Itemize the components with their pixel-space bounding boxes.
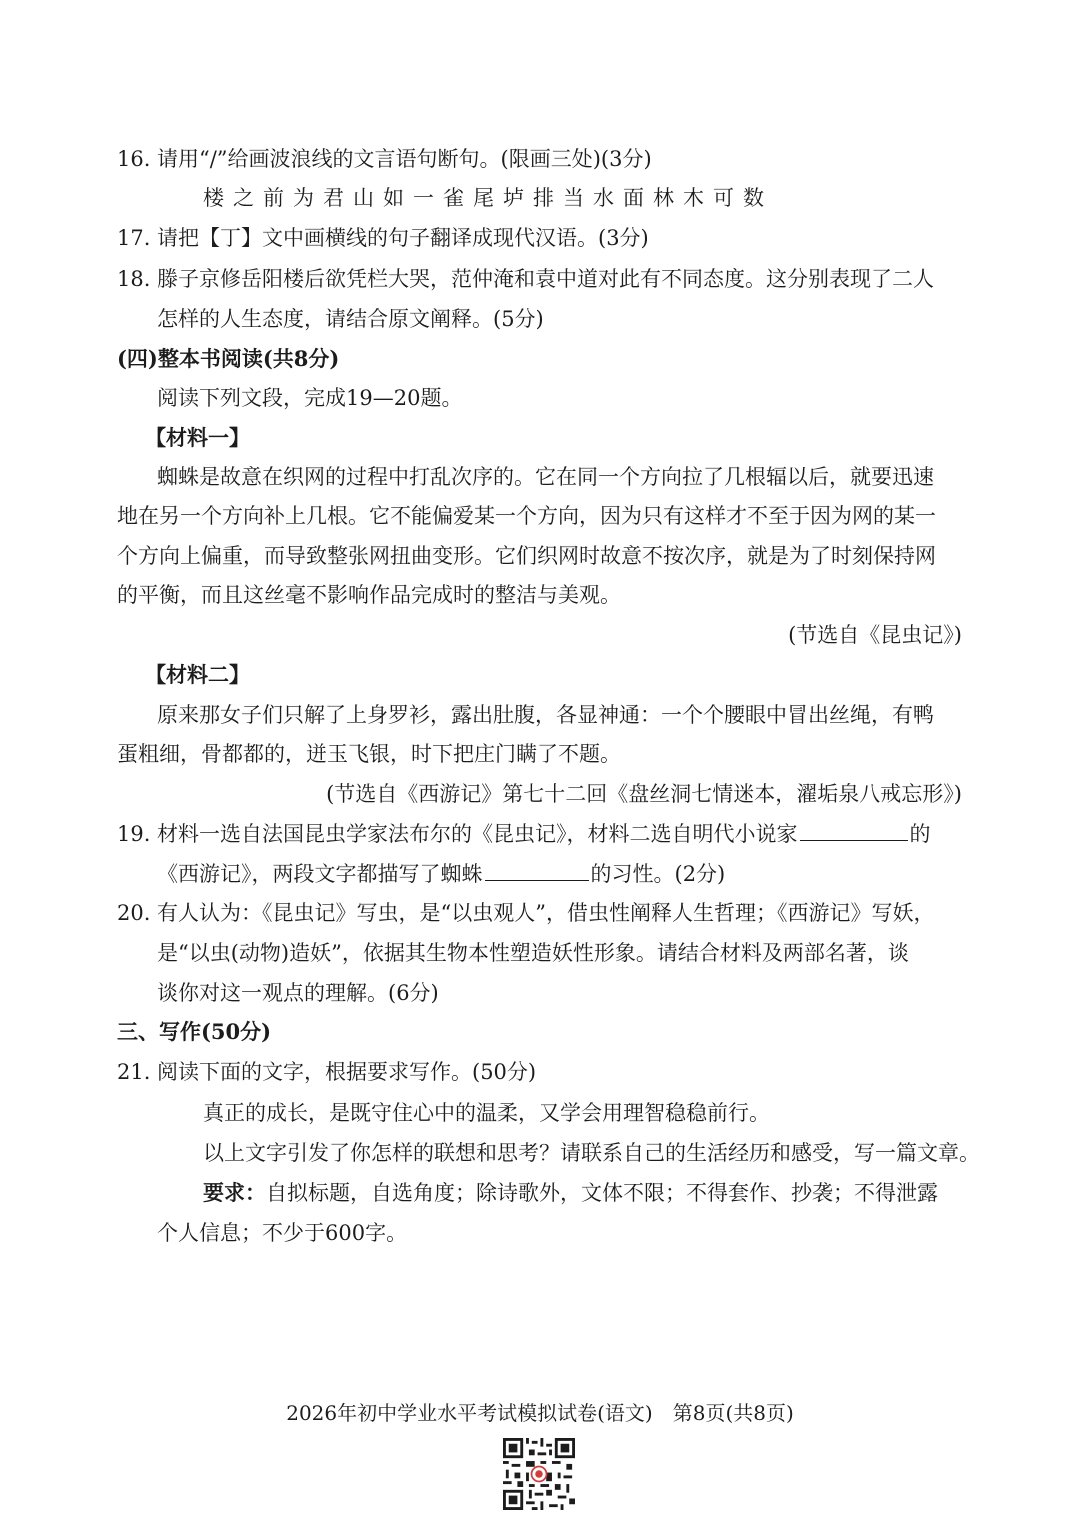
writing-requirements [203,1178,938,1208]
material-1-label: 【材料一】 [145,425,250,450]
writing-quote: 真正的成长，是既守住心中的温柔，又学会用理智稳稳前行。 [203,1101,770,1125]
page-footer: 2026年初中学业水平考试模拟试卷(语文) 第8页(共8页) [286,1401,794,1425]
question-19-line2 [157,858,725,889]
classical-sentence: 楼之前为君山如一雀尾垆排当水面林木可数 [203,186,773,210]
question-text: 有人认为：《昆虫记》写虫，是“以虫观人”，借虫性阐释人生哲理；《西游记》写妖， [157,901,935,925]
material-1-source: (节选自《昆虫记》) [788,623,962,647]
question-number: 16. [117,147,151,171]
question-number: 18. [117,267,151,291]
writing-prompt: 以上文字引发了你怎样的联想和思考？请联系自己的生活经历和感受，写一篇文章。 [203,1141,980,1165]
writing-requirements-line2: 个人信息；不少于600字。 [157,1221,408,1245]
section-4-title: (四)整本书阅读(共8分) [117,346,340,371]
question-text: 请用“/”给画波浪线的文言语句断句。(限画三处)(3分) [157,147,652,171]
material-2-line: 蛋粗细，骨都都的，迸玉飞银，时下把庄门瞒了不题。 [117,742,621,766]
answer-blank[interactable] [485,858,589,881]
requirements-text: 自拟标题，自选角度；除诗歌外，文体不限；不得套作、抄袭；不得泄露 [266,1181,938,1205]
question-16 [117,144,652,174]
material-1-line: 蜘蛛是故意在织网的过程中打乱次序的。它在同一个方向拉了几根辐以后，就要迅速 [157,465,934,489]
material-2-source: (节选自《西游记》第七十二回《盘丝洞七情迷本，濯垢泉八戒忘形》) [326,782,962,806]
answer-blank[interactable] [800,818,908,841]
question-text: 的 [909,822,931,846]
question-text: 请把【丁】文中画横线的句子翻译成现代汉语。(3分) [157,226,649,250]
question-number: 21. [117,1060,151,1084]
question-19 [117,818,931,849]
question-20-line2: 是“以虫(动物)造妖”，依据其生物本性塑造妖性形象。请结合材料及两部名著，谈 [157,941,909,965]
question-18 [117,264,934,294]
question-number: 20. [117,901,151,925]
question-20-line3: 谈你对这一观点的理解。(6分) [157,981,439,1005]
question-17 [117,223,649,253]
qr-code-icon [503,1438,575,1510]
question-text: 滕子京修岳阳楼后欲凭栏大哭，范仲淹和袁中道对此有不同态度。这分别表现了二人 [157,267,934,291]
question-20 [117,898,934,928]
question-21 [117,1057,536,1087]
question-text: 《西游记》，两段文字都描写了蜘蛛 [157,862,483,886]
section-4-intro: 阅读下列文段，完成19—20题。 [157,386,463,410]
question-text: 的习性。(2分) [590,862,726,886]
question-text: 阅读下面的文字，根据要求写作。(50分) [157,1060,537,1084]
section-3-title: 三、写作(50分) [117,1019,272,1044]
question-text: 材料一选自法国昆虫学家法布尔的《昆虫记》，材料二选自明代小说家 [157,822,798,846]
material-1-line: 的平衡，而且这丝毫不影响作品完成时的整洁与美观。 [117,583,621,607]
question-number: 17. [117,226,151,250]
material-2-label: 【材料二】 [145,662,250,687]
question-number: 19. [117,822,151,846]
material-2-line: 原来那女子们只解了上身罗衫，露出肚腹，各显神通：一个个腰眼中冒出丝绳，有鸭 [157,703,934,727]
material-1-line: 个方向上偏重，而导致整张网扭曲变形。它们织网时故意不按次序，就是为了时刻保持网 [117,544,936,568]
material-1-line: 地在另一个方向补上几根。它不能偏爱某一个方向，因为只有这样才不至于因为网的某一 [117,504,936,528]
requirements-label: 要求： [203,1180,266,1205]
question-18-line2: 怎样的人生态度，请结合原文阐释。(5分) [157,307,544,331]
